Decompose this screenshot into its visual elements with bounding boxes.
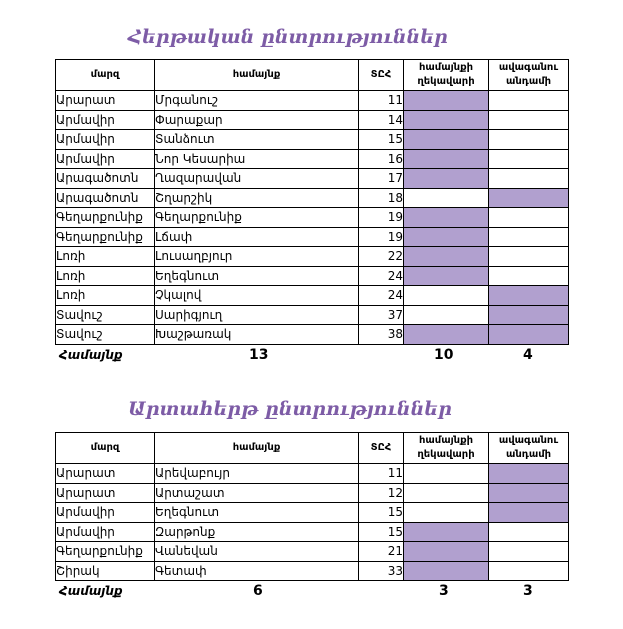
cell-hamaynq: Լճափ xyxy=(155,227,359,247)
table-row xyxy=(56,149,569,169)
header-marz: մարզ xyxy=(56,433,155,464)
cell-hamaynq: Մրգանուշ xyxy=(155,91,359,111)
cell-council-member-flag xyxy=(489,266,569,286)
cell-community-head-flag xyxy=(404,483,489,503)
table-row xyxy=(56,266,569,286)
cell-community-head-flag xyxy=(404,266,489,286)
cell-hamaynq: Լուսաղբյուր xyxy=(155,247,359,267)
cell-community-head-flag xyxy=(404,286,489,306)
header-council-member: ավագանու անդամի xyxy=(489,60,569,91)
table-row xyxy=(56,227,569,247)
cell-community-head-flag xyxy=(404,91,489,111)
cell-marz: Արմավիր xyxy=(56,110,155,130)
cell-council-member-flag xyxy=(489,542,569,562)
cell-council-member-flag xyxy=(489,227,569,247)
cell-marz: Գեղարքունիք xyxy=(56,208,155,228)
cell-community-head-flag xyxy=(404,503,489,523)
cell-council-member-flag xyxy=(489,208,569,228)
cell-hamaynq: Խաշթառակ xyxy=(155,325,359,345)
cell-council-member-flag xyxy=(489,188,569,208)
cell-community-head-flag xyxy=(404,110,489,130)
extraordinary-elections-table xyxy=(55,432,569,581)
extraordinary-total-communities: 6 xyxy=(253,583,263,599)
cell-tshk: 17 xyxy=(359,169,404,189)
cell-hamaynq: Եղեգնուտ xyxy=(155,266,359,286)
cell-hamaynq: Ղազարավան xyxy=(155,169,359,189)
cell-community-head-flag xyxy=(404,169,489,189)
cell-tshk: 16 xyxy=(359,149,404,169)
table-row xyxy=(56,542,569,562)
cell-tshk: 14 xyxy=(359,110,404,130)
cell-tshk: 21 xyxy=(359,542,404,562)
extraordinary-total-council: 3 xyxy=(523,583,533,599)
cell-hamaynq: Փարաքար xyxy=(155,110,359,130)
table-row xyxy=(56,464,569,484)
cell-tshk: 18 xyxy=(359,188,404,208)
extraordinary-elections-title: Արտահերթ ընտրություններ xyxy=(128,398,452,420)
cell-marz: Արարատ xyxy=(56,91,155,111)
cell-council-member-flag xyxy=(489,247,569,267)
header-community-head: համայնքի ղեկավարի xyxy=(404,433,489,464)
cell-council-member-flag xyxy=(489,522,569,542)
cell-council-member-flag xyxy=(489,149,569,169)
cell-hamaynq: Արտաշատ xyxy=(155,483,359,503)
regular-elections-table xyxy=(55,59,569,345)
table-row xyxy=(56,305,569,325)
cell-council-member-flag xyxy=(489,169,569,189)
extraordinary-total-heads: 3 xyxy=(439,583,449,599)
table-row xyxy=(56,286,569,306)
cell-community-head-flag xyxy=(404,522,489,542)
cell-community-head-flag xyxy=(404,325,489,345)
table-header-row xyxy=(56,60,569,91)
cell-marz: Լոռի xyxy=(56,286,155,306)
cell-community-head-flag xyxy=(404,208,489,228)
regular-total-label: Համայնք xyxy=(59,348,123,362)
cell-marz: Արմավիր xyxy=(56,130,155,150)
cell-marz: Արմավիր xyxy=(56,503,155,523)
cell-council-member-flag xyxy=(489,464,569,484)
table-row xyxy=(56,325,569,345)
cell-tshk: 15 xyxy=(359,522,404,542)
cell-council-member-flag xyxy=(489,286,569,306)
cell-hamaynq: Արեվաբույր xyxy=(155,464,359,484)
header-council-member: ավագանու անդամի xyxy=(489,433,569,464)
cell-council-member-flag xyxy=(489,503,569,523)
cell-marz: Արագածոտն xyxy=(56,169,155,189)
cell-tshk: 33 xyxy=(359,561,404,581)
header-marz: մարզ xyxy=(56,60,155,91)
cell-tshk: 19 xyxy=(359,208,404,228)
cell-tshk: 24 xyxy=(359,286,404,306)
header-hamaynq: համայնք xyxy=(155,433,359,464)
cell-tshk: 24 xyxy=(359,266,404,286)
cell-tshk: 11 xyxy=(359,464,404,484)
cell-council-member-flag xyxy=(489,91,569,111)
cell-tshk: 15 xyxy=(359,503,404,523)
cell-hamaynq: Տանձուտ xyxy=(155,130,359,150)
table-row xyxy=(56,130,569,150)
cell-community-head-flag xyxy=(404,227,489,247)
regular-total-heads: 10 xyxy=(434,347,454,363)
regular-elections-rows xyxy=(56,91,569,345)
cell-marz: Տավուշ xyxy=(56,305,155,325)
cell-marz: Արմավիր xyxy=(56,149,155,169)
table-row xyxy=(56,247,569,267)
cell-marz: Արագածոտն xyxy=(56,188,155,208)
cell-council-member-flag xyxy=(489,325,569,345)
cell-community-head-flag xyxy=(404,247,489,267)
header-tshk: ՏԸՀ xyxy=(359,433,404,464)
cell-council-member-flag xyxy=(489,561,569,581)
cell-hamaynq: Սարիգյուղ xyxy=(155,305,359,325)
cell-marz: Գեղարքունիք xyxy=(56,542,155,562)
table-row xyxy=(56,503,569,523)
regular-total-council: 4 xyxy=(523,347,533,363)
cell-community-head-flag xyxy=(404,542,489,562)
cell-hamaynq: Եղեգնուտ xyxy=(155,503,359,523)
cell-marz: Լոռի xyxy=(56,266,155,286)
table-row xyxy=(56,110,569,130)
cell-tshk: 11 xyxy=(359,91,404,111)
cell-council-member-flag xyxy=(489,305,569,325)
table-row xyxy=(56,522,569,542)
cell-community-head-flag xyxy=(404,130,489,150)
regular-elections-title: Հերթական ընտրություններ xyxy=(128,26,448,48)
cell-tshk: 38 xyxy=(359,325,404,345)
header-community-head: համայնքի ղեկավարի xyxy=(404,60,489,91)
extraordinary-total-label: Համայնք xyxy=(59,584,123,598)
cell-marz: Լոռի xyxy=(56,247,155,267)
cell-tshk: 12 xyxy=(359,483,404,503)
cell-marz: Շիրակ xyxy=(56,561,155,581)
cell-community-head-flag xyxy=(404,561,489,581)
regular-total-communities: 13 xyxy=(249,347,269,363)
cell-community-head-flag xyxy=(404,188,489,208)
cell-hamaynq: Շղարշիկ xyxy=(155,188,359,208)
cell-marz: Արարատ xyxy=(56,483,155,503)
cell-tshk: 37 xyxy=(359,305,404,325)
extraordinary-elections-rows xyxy=(56,464,569,581)
cell-hamaynq: Նոր Կեսարիա xyxy=(155,149,359,169)
cell-community-head-flag xyxy=(404,305,489,325)
cell-tshk: 22 xyxy=(359,247,404,267)
header-hamaynq: համայնք xyxy=(155,60,359,91)
table-header-row xyxy=(56,433,569,464)
cell-hamaynq: Գետափ xyxy=(155,561,359,581)
table-row xyxy=(56,483,569,503)
cell-marz: Արմավիր xyxy=(56,522,155,542)
table-row xyxy=(56,91,569,111)
table-row xyxy=(56,561,569,581)
cell-community-head-flag xyxy=(404,149,489,169)
cell-hamaynq: Վանեվան xyxy=(155,542,359,562)
cell-hamaynq: Գեղարքունիք xyxy=(155,208,359,228)
cell-hamaynq: Զարթոնք xyxy=(155,522,359,542)
table-row xyxy=(56,208,569,228)
cell-marz: Գեղարքունիք xyxy=(56,227,155,247)
cell-hamaynq: Չկալով xyxy=(155,286,359,306)
cell-council-member-flag xyxy=(489,110,569,130)
cell-tshk: 15 xyxy=(359,130,404,150)
cell-community-head-flag xyxy=(404,464,489,484)
table-row xyxy=(56,188,569,208)
cell-council-member-flag xyxy=(489,130,569,150)
cell-marz: Արարատ xyxy=(56,464,155,484)
header-tshk: ՏԸՀ xyxy=(359,60,404,91)
cell-marz: Տավուշ xyxy=(56,325,155,345)
cell-tshk: 19 xyxy=(359,227,404,247)
cell-council-member-flag xyxy=(489,483,569,503)
table-row xyxy=(56,169,569,189)
